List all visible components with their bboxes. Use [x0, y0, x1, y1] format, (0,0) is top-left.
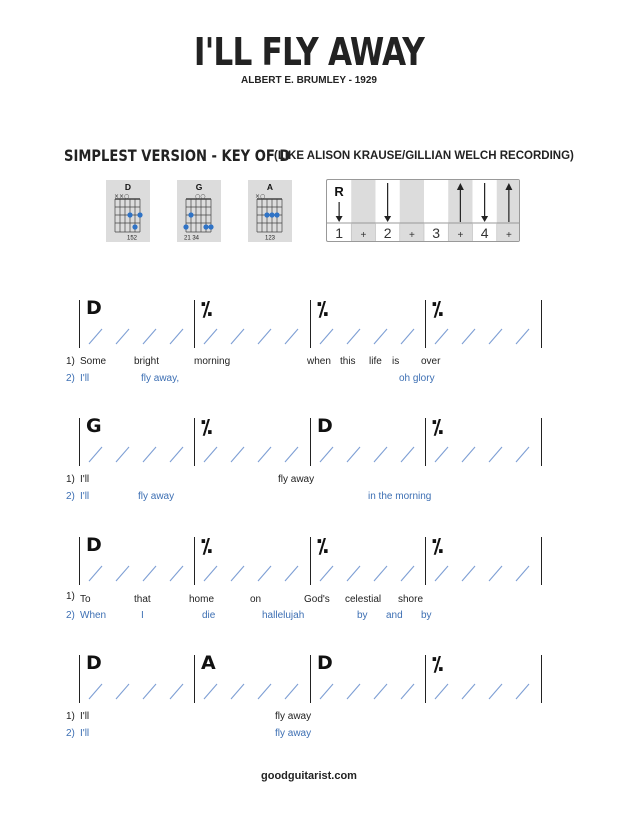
beat-slash — [489, 329, 502, 344]
chord-diagram-g — [177, 180, 221, 242]
beat-slash — [143, 329, 156, 344]
verse2-lyric: hallelujah — [262, 610, 305, 621]
beat-slash — [374, 684, 387, 699]
beat-slash — [516, 684, 529, 699]
chord-diagram-a — [248, 180, 292, 242]
finger-dot — [132, 224, 137, 229]
beat-slash — [374, 566, 387, 581]
beat-slash — [285, 329, 298, 344]
verse2-lyric: When — [80, 610, 107, 621]
beat-slash — [347, 684, 360, 699]
verse1-lyric: I'll — [80, 474, 90, 485]
beat-slash — [374, 447, 387, 462]
strum-down-arrow — [336, 202, 343, 222]
strum-beat-label: 2 — [383, 225, 392, 241]
beat-slashes — [200, 326, 312, 348]
verse1-lyric: fly away — [275, 711, 312, 722]
verse1-lyric: that — [134, 594, 151, 605]
beat-slash — [116, 447, 129, 462]
beat-slash — [374, 329, 387, 344]
beat-slash — [489, 684, 502, 699]
verse2-lyric: I'll — [80, 373, 90, 384]
strum-rest-label: R — [334, 184, 344, 199]
beat-slash — [516, 329, 529, 344]
verse2-lyric: fly away — [138, 491, 175, 502]
beat-slash — [231, 329, 244, 344]
beat-slash — [89, 329, 102, 344]
finger-dot — [188, 212, 193, 217]
chord-symbol: D — [86, 652, 102, 674]
verse1-lyric: home — [189, 594, 215, 605]
verse1-lyric: when — [307, 356, 331, 367]
repeat-measure-sign: ⁒ — [201, 415, 213, 439]
verse1-lyric: on — [250, 594, 262, 605]
strum-beat-label: 3 — [432, 225, 441, 241]
finger-dot — [274, 212, 279, 217]
beat-slash — [489, 566, 502, 581]
strum-beat-label: + — [408, 230, 415, 241]
verse2-number: 2) — [66, 491, 75, 502]
verse2-lyric: die — [202, 610, 216, 621]
finger-dot — [137, 212, 142, 217]
beat-slash — [258, 684, 271, 699]
beat-slash — [116, 329, 129, 344]
beat-slash — [320, 684, 333, 699]
chord-symbol: D — [86, 297, 102, 319]
finger-dot — [203, 224, 208, 229]
strum-pattern — [326, 179, 520, 242]
verse2-lyric: and — [386, 610, 403, 621]
verse2-number: 2) — [66, 373, 75, 384]
beat-slash — [89, 566, 102, 581]
verse1-lyric: shore — [398, 594, 424, 605]
beat-slashes — [85, 681, 197, 703]
finger-dot — [269, 212, 274, 217]
beat-slash — [401, 447, 414, 462]
beat-slashes — [316, 563, 428, 585]
verse1-lyric: Some — [80, 356, 107, 367]
verse1-lyric: this — [340, 356, 356, 367]
verse1-number: 1) — [66, 356, 75, 367]
beat-slash — [462, 329, 475, 344]
repeat-measure-sign: ⁒ — [432, 534, 444, 558]
beat-slash — [347, 566, 360, 581]
chord-diagram-name: A — [266, 182, 274, 192]
beat-slash — [347, 447, 360, 462]
song-title: I'LL FLY AWAY — [193, 30, 425, 74]
verse2-lyric: in the morning — [368, 491, 432, 502]
chord-open-markers: ×○ — [255, 193, 266, 200]
verse1-lyric: life — [369, 356, 382, 367]
beat-slashes — [85, 563, 197, 585]
beat-slash — [320, 566, 333, 581]
chord-open-markers: ××○ — [114, 193, 130, 200]
beat-slash — [204, 566, 217, 581]
beat-slash — [170, 566, 183, 581]
beat-slash — [231, 684, 244, 699]
chord-fingering: 152 — [127, 235, 138, 242]
footer-site: goodguitarist.com — [261, 770, 357, 782]
verse2-number: 2) — [66, 610, 75, 621]
beat-slash — [143, 447, 156, 462]
verse1-number: 1) — [66, 591, 75, 602]
chord-fingering: 21 34 — [184, 235, 200, 242]
chord-symbol: D — [317, 415, 333, 437]
verse1-lyric: morning — [194, 356, 231, 367]
repeat-measure-sign: ⁒ — [317, 297, 329, 321]
beat-slash — [116, 684, 129, 699]
verse1-lyric: I'll — [80, 711, 90, 722]
beat-slash — [204, 329, 217, 344]
chord-symbol: G — [86, 415, 102, 437]
beat-slash — [401, 684, 414, 699]
repeat-measure-sign: ⁒ — [432, 652, 444, 676]
beat-slashes — [200, 681, 312, 703]
finger-dot — [183, 224, 188, 229]
system-start-barline — [79, 655, 80, 703]
system-start-barline — [79, 537, 80, 585]
strum-beat-label: 4 — [480, 225, 489, 241]
strum-beat-label: + — [457, 230, 464, 241]
section-title: SIMPLEST VERSION - KEY OF D — [64, 146, 291, 165]
repeat-measure-sign: ⁒ — [201, 534, 213, 558]
beat-slashes — [200, 444, 312, 466]
chord-symbol: D — [317, 652, 333, 674]
chord-symbol: A — [201, 652, 216, 674]
beat-slash — [285, 447, 298, 462]
chord-diagram-name: D — [124, 182, 132, 192]
beat-slash — [435, 329, 448, 344]
beat-slashes — [85, 444, 197, 466]
verse1-lyric: God's — [304, 594, 330, 605]
verse1-lyric: fly away — [278, 474, 315, 485]
strum-beat-label: 1 — [335, 225, 344, 241]
verse2-number: 2) — [66, 728, 75, 739]
beat-slash — [204, 684, 217, 699]
beat-slashes — [316, 681, 428, 703]
beat-slash — [89, 684, 102, 699]
strum-beat-label: + — [360, 230, 367, 241]
system-start-barline — [79, 418, 80, 466]
strum-down-arrow — [384, 183, 391, 222]
verse2-lyric: I'll — [80, 728, 90, 739]
beat-slash — [231, 447, 244, 462]
chord-symbol: D — [86, 534, 102, 556]
verse2-lyric: fly away — [275, 728, 312, 739]
beat-slashes — [431, 563, 543, 585]
beat-slash — [462, 566, 475, 581]
strum-down-arrow — [481, 183, 488, 222]
beat-slash — [89, 447, 102, 462]
beat-slash — [258, 447, 271, 462]
verse2-lyric: oh glory — [399, 373, 435, 384]
beat-slash — [143, 684, 156, 699]
repeat-measure-sign: ⁒ — [432, 297, 444, 321]
beat-slash — [435, 447, 448, 462]
verse1-lyric: bright — [134, 356, 160, 367]
verse1-lyric: over — [421, 356, 441, 367]
beat-slash — [516, 447, 529, 462]
beat-slash — [285, 684, 298, 699]
verse1-number: 1) — [66, 474, 75, 485]
verse2-lyric: by — [357, 610, 368, 621]
verse2-lyric: I — [141, 610, 144, 621]
beat-slash — [204, 447, 217, 462]
strum-beat-label: + — [505, 230, 512, 241]
chord-open-markers: ○○ — [195, 193, 206, 200]
chord-diagram-d — [106, 180, 150, 242]
section-note: (LIKE ALISON KRAUSE/GILLIAN WELCH RECORDING) — [274, 150, 574, 162]
finger-dot — [127, 212, 132, 217]
beat-slashes — [85, 326, 197, 348]
beat-slash — [170, 447, 183, 462]
beat-slashes — [431, 681, 543, 703]
beat-slash — [285, 566, 298, 581]
beat-slash — [401, 329, 414, 344]
beat-slashes — [200, 563, 312, 585]
verse2-lyric: by — [421, 610, 432, 621]
beat-slash — [462, 684, 475, 699]
beat-slash — [435, 684, 448, 699]
beat-slash — [516, 566, 529, 581]
beat-slash — [170, 684, 183, 699]
song-author: ALBERT E. BRUMLEY - 1929 — [241, 75, 377, 86]
verse1-number: 1) — [66, 711, 75, 722]
verse1-lyric: celestial — [345, 594, 382, 605]
beat-slash — [170, 329, 183, 344]
beat-slash — [143, 566, 156, 581]
finger-dot — [264, 212, 269, 217]
repeat-measure-sign: ⁒ — [432, 415, 444, 439]
beat-slashes — [316, 444, 428, 466]
beat-slash — [489, 447, 502, 462]
beat-slash — [401, 566, 414, 581]
repeat-measure-sign: ⁒ — [201, 297, 213, 321]
beat-slash — [435, 566, 448, 581]
repeat-measure-sign: ⁒ — [317, 534, 329, 558]
beat-slash — [320, 447, 333, 462]
system-start-barline — [79, 300, 80, 348]
verse1-lyric: To — [80, 594, 91, 605]
chord-diagram-name: G — [195, 182, 203, 192]
beat-slash — [258, 566, 271, 581]
beat-slashes — [431, 326, 543, 348]
verse2-lyric: I'll — [80, 491, 90, 502]
beat-slash — [462, 447, 475, 462]
beat-slash — [258, 329, 271, 344]
beat-slashes — [316, 326, 428, 348]
verse1-lyric: is — [392, 356, 400, 367]
verse2-lyric: fly away, — [141, 373, 180, 384]
beat-slash — [320, 329, 333, 344]
beat-slash — [116, 566, 129, 581]
finger-dot — [208, 224, 213, 229]
beat-slash — [231, 566, 244, 581]
beat-slashes — [431, 444, 543, 466]
chord-fingering: 123 — [265, 235, 276, 242]
beat-slash — [347, 329, 360, 344]
